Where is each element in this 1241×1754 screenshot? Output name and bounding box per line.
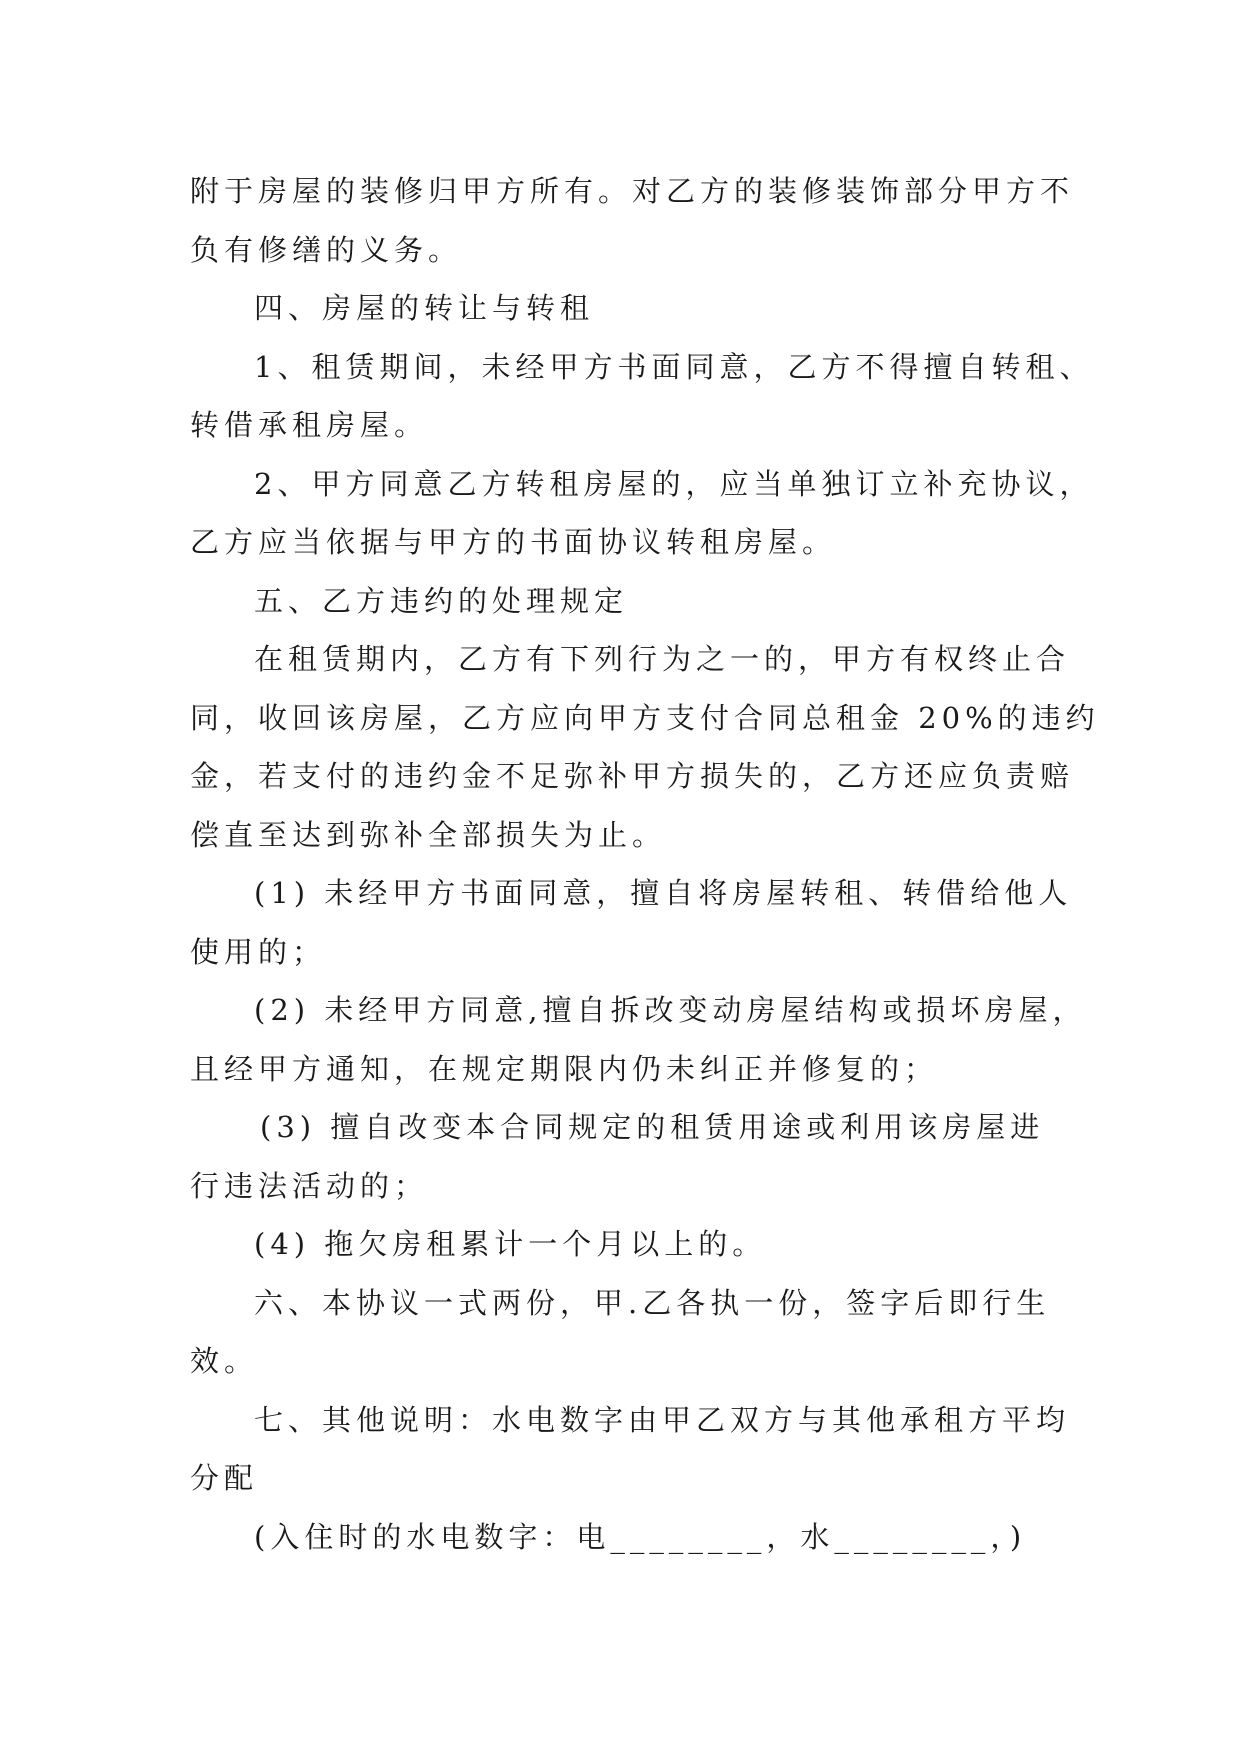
utility-reading-line: (入住时的水电数字：电________，水________，) xyxy=(254,1519,1027,1554)
section-heading-7: 七、其他说明：水电数字由甲乙双方与其他承租方平均 xyxy=(254,1402,1071,1437)
section-heading-5: 五、乙方违约的处理规定 xyxy=(254,583,629,618)
paragraph-line: 乙方应当依据与甲方的书面协议转租房屋。 xyxy=(190,525,837,559)
contract-text-body xyxy=(190,162,1100,1566)
paragraph-line: 且经甲方通知，在规定期限内仍未纠正并修复的； xyxy=(190,1051,939,1086)
clause-5-item-3: (3) 擅自改变本合同规定的租赁用途或利用该房屋进 xyxy=(260,1110,1045,1144)
clause-5-intro: 在租赁期内，乙方有下列行为之一的，甲方有权终止合 xyxy=(254,642,1071,676)
clause-5-item-1: (1) 未经甲方书面同意，擅自将房屋转租、转借给他人 xyxy=(254,876,1073,910)
paragraph-line: 分配 xyxy=(190,1461,259,1495)
paragraph-line: 转借承租房屋。 xyxy=(190,408,429,442)
paragraph-line: 金，若支付的违约金不足弥补甲方损失的，乙方还应负责赔 xyxy=(190,759,1075,793)
paragraph-line: 附于房屋的装修归甲方所有。对乙方的装修装饰部分甲方不 xyxy=(190,174,1075,208)
paragraph-line: 使用的； xyxy=(190,934,327,969)
paragraph-line: 行违法活动的； xyxy=(190,1168,429,1203)
clause-4-2: 2、甲方同意乙方转租房屋的，应当单独订立补充协议， xyxy=(254,466,1094,501)
paragraph-line: 同，收回该房屋，乙方应向甲方支付合同总租金 20%的违约 xyxy=(190,700,1100,735)
section-heading-6: 六、本协议一式两份，甲.乙各执一份，签字后即行生 xyxy=(254,1285,1051,1320)
section-heading-4: 四、房屋的转让与转租 xyxy=(254,291,595,325)
paragraph-line: 效。 xyxy=(190,1344,259,1378)
paragraph-line: 偿直至达到弥补全部损失为止。 xyxy=(190,817,667,852)
clause-5-item-4: (4) 拖欠房租累计一个月以上的。 xyxy=(254,1227,767,1261)
clause-5-item-2: (2) 未经甲方同意,擅自拆改变动房屋结构或损坏房屋， xyxy=(254,993,1087,1027)
clause-4-1: 1、租赁期间，未经甲方书面同意，乙方不得擅自转租、 xyxy=(254,349,1094,384)
paragraph-line: 负有修缮的义务。 xyxy=(190,232,463,267)
